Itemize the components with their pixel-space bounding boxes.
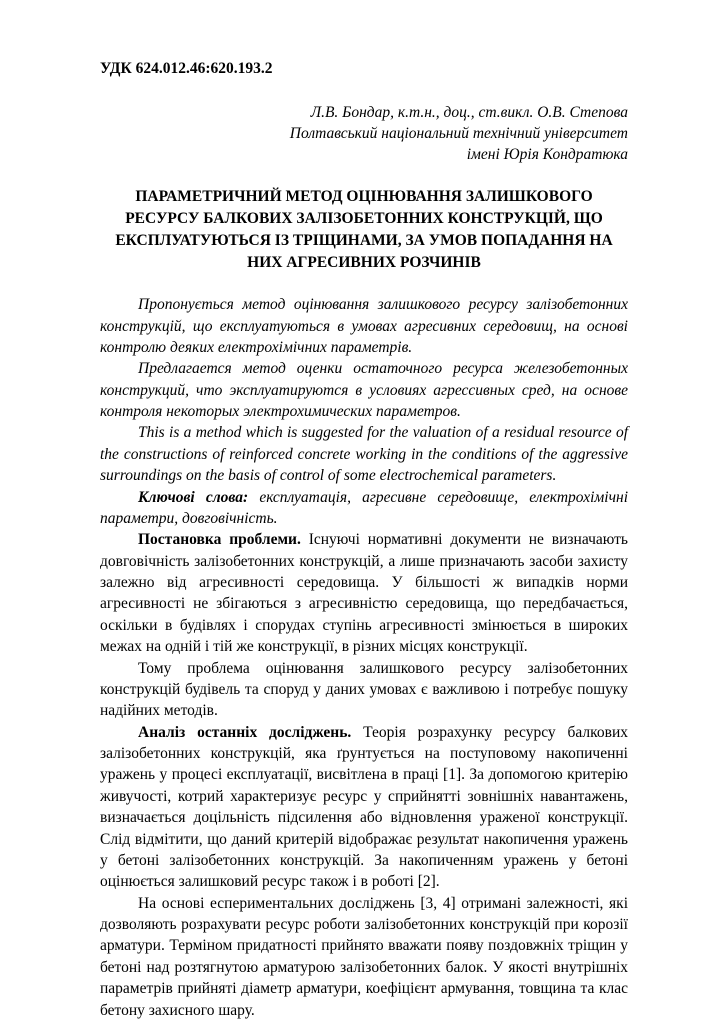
paragraph-text: Тому проблема оцінювання залишкового ресурсу залізобетонних конструкцій будівель та споруд у даних умовах є важливою і потребує пошуку надійних методів. xyxy=(100,659,628,720)
body-paragraph xyxy=(100,722,628,893)
body-paragraph xyxy=(100,658,628,722)
paragraph-lead: Постановка проблеми. xyxy=(138,531,301,549)
paragraph-lead: Аналіз останніх досліджень. xyxy=(138,723,352,741)
affiliation-line-2: імені Юрія Кондратюка xyxy=(466,146,628,164)
abstract-english: This is a method which is suggested for the valuation of a residual resource of the constructions of reinforced concrete working in the conditions of the aggressive surroundings on the basis of control of some electrochemical parameters. xyxy=(100,424,628,485)
paper-title: ПАРАМЕТРИЧНИЙ МЕТОД ОЦІНЮВАННЯ ЗАЛИШКОВОГО РЕСУРСУ БАЛКОВИХ ЗАЛІЗОБЕТОННИХ КОНСТРУКЦІЙ, ЩО ЕКСПЛУАТУЮТЬСЯ ІЗ ТРІЩИНАМИ, ЗА УМОВ ПОПАДАННЯ НА НИХ АГРЕСИВНИХ РОЗЧИНІВ xyxy=(115,188,613,272)
paragraph-text: На основі еспериментальних досліджень [3, 4] отримані залежності, які дозволяють розрахувати ресурс роботи залізобетонних конструкцій при корозії арматури. Терміном придатності прийнято вважати появу поздовжніх тріщин у бетоні над розтягнутою арматурою залізобетонних балок. У якості внутрішніх параметрів прийняті діаметр арматури, коефіцієнт армування, товщина та клас бетону захисного шару. xyxy=(100,894,628,1019)
abstract-section xyxy=(100,294,628,529)
abstract-ukrainian: Пропонується метод оцінювання залишкового ресурсу залізобетонних конструкцій, що експлуатуються в умовах агресивних середовищ, на основі контролю деяких електрохімічних параметрів. xyxy=(100,296,628,356)
abstract-russian: Предлагается метод оценки остаточного ресурса железобетонных конструкций, что эксплуатируются в условиях агрессивных сред, на основе контроля некоторых электрохимических параметров. xyxy=(100,360,628,421)
paragraph-text: Теорія розрахунку ресурсу балкових залізобетонних конструкцій, яка ґрунтується на поступовому накопиченні уражень у процесі експлуатації, висвітлена в праці [1]. За допомогою критерію живучості, котрий характеризує ресурс у сприйнятті зовнішніх навантажень, визначається доцільність підсилення або відновлення ураженої конструкції. Слід відмітити, що даний критерій відображає результат накопичення уражень у бетоні залізобетонних конструкцій. За накопиченням уражень у бетоні оцінюється залишковий ресурс також і в роботі [2]. xyxy=(100,723,628,891)
body-paragraph xyxy=(100,529,628,657)
udc-code: УДК 624.012.46:620.193.2 xyxy=(100,60,273,77)
body-paragraph xyxy=(100,893,628,1021)
authors-line: Л.В. Бондар, к.т.н., доц., ст.викл. О.В. Степова xyxy=(310,104,628,122)
keywords-text: експлуатація, агресивне середовище, електрохімічні параметри, довговічність. xyxy=(100,488,628,527)
affiliation-line-1: Полтавський національний технічний університет xyxy=(289,125,628,143)
body-section xyxy=(100,529,628,1021)
author-block xyxy=(100,103,628,166)
keywords-paragraph xyxy=(100,487,628,530)
paragraph-text: Існуючі нормативні документи не визначають довговічність залізобетонних конструкцій, а лише призначають засоби захисту залежно від агресивності середовища. У більшості ж випадків норми агресивності не збігаються з агресивністю середовища, що передбачається, оскільки в будівлях і спорудах ступінь агресивності змінюється в широких межах на одній і тій же конструкції, в різних місцях конструкції. xyxy=(100,531,628,656)
keywords-label: Ключові слова: xyxy=(138,488,249,506)
